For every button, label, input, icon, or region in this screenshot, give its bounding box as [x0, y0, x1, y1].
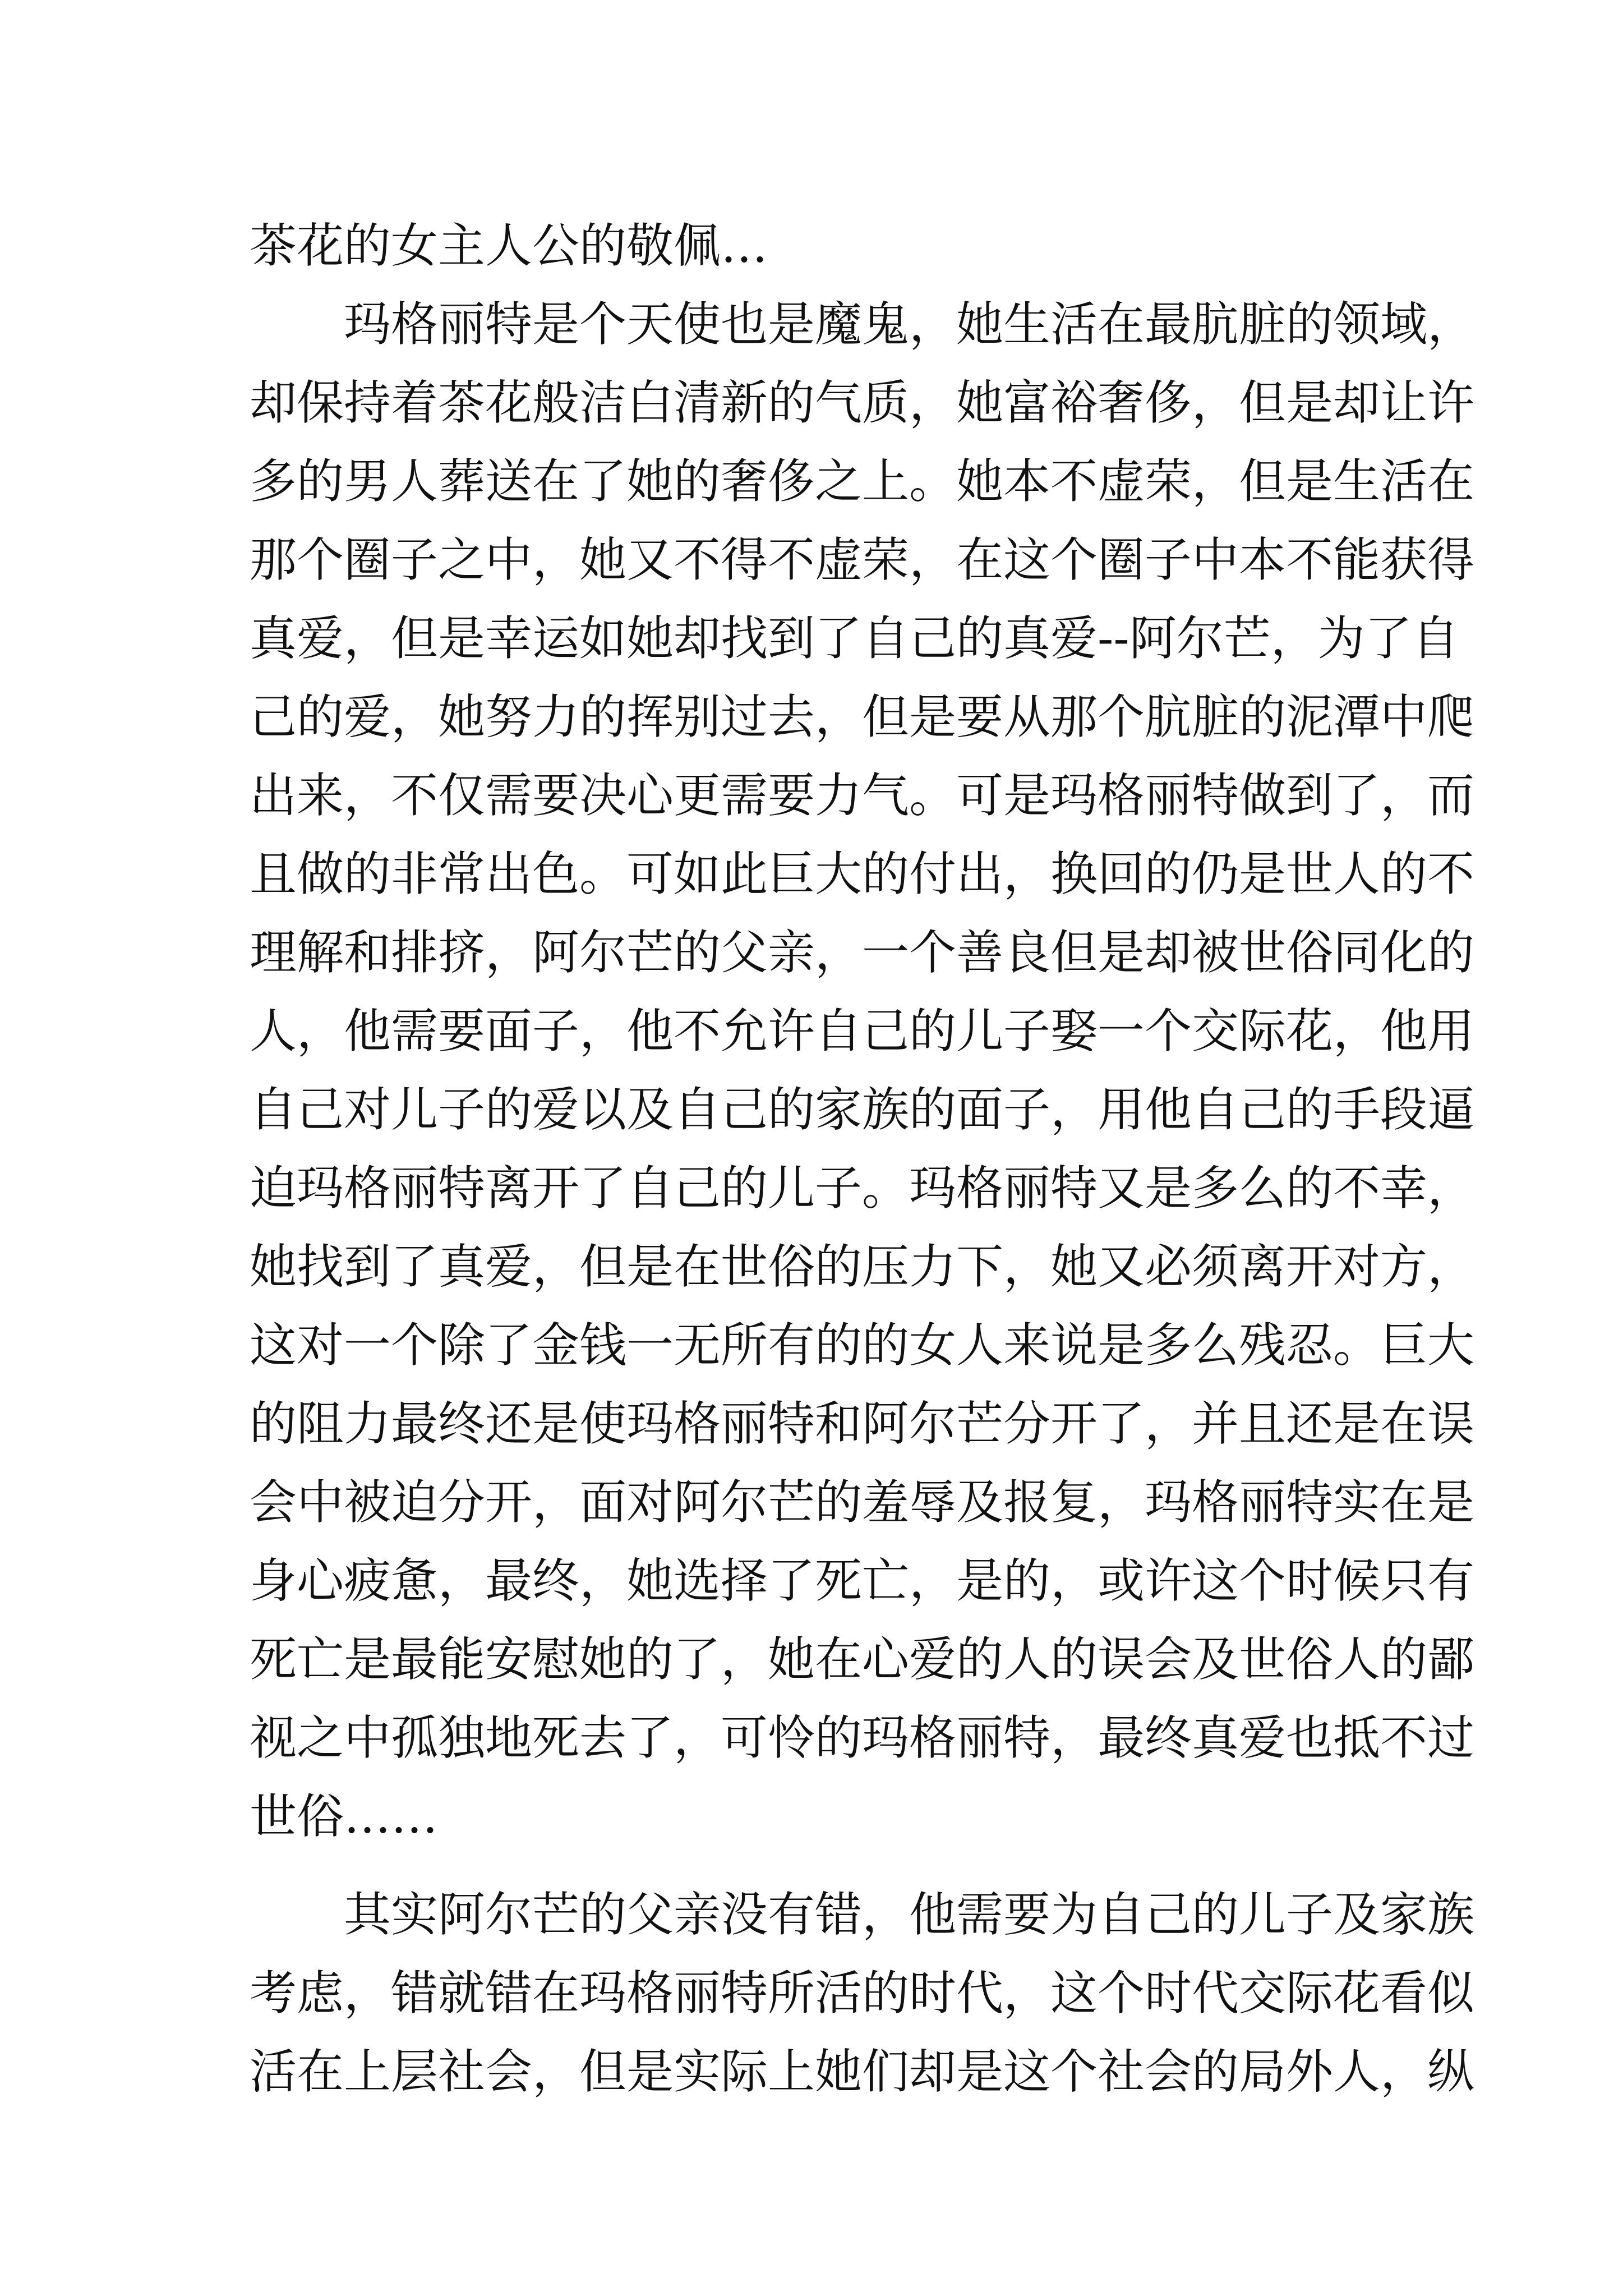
- text-line: 且做的非常出色。可如此巨大的付出，换回的仍是世人的不: [250, 846, 1475, 901]
- text-line: 多的男人葬送在了她的奢侈之上。她本不虚荣，但是生活在: [250, 454, 1475, 509]
- text-line: 出来，不仅需要决心更需要力气。可是玛格丽特做到了，而: [250, 768, 1475, 823]
- text-line: 茶花的女主人公的敬佩…: [250, 218, 768, 273]
- document-page: [250, 206, 1475, 2114]
- text-line: 这对一个除了金钱一无所有的的女人来说是多么残忍。巨大: [250, 1318, 1475, 1373]
- text-line: 人，他需要面子，他不允许自己的儿子娶一个交际花，他用: [250, 1004, 1475, 1059]
- text-line: 她找到了真爱，但是在世俗的压力下，她又必须离开对方，: [250, 1239, 1475, 1294]
- paragraph-start-line: 其实阿尔芒的父亲没有错，他需要为自己的儿子及家族: [344, 1887, 1475, 1942]
- text-line: 迫玛格丽特离开了自己的儿子。玛格丽特又是多么的不幸，: [250, 1161, 1475, 1216]
- text-line: 理解和排挤，阿尔芒的父亲，一个善良但是却被世俗同化的: [250, 925, 1475, 980]
- text-line: 身心疲惫，最终，她选择了死亡，是的，或许这个时候只有: [250, 1553, 1475, 1608]
- text-line: 己的爱，她努力的挥别过去，但是要从那个肮脏的泥潭中爬: [250, 689, 1475, 744]
- text-line: 却保持着茶花般洁白清新的气质，她富裕奢侈，但是却让许: [250, 375, 1475, 430]
- text-line: 那个圈子之中，她又不得不虚荣，在这个圈子中本不能获得: [250, 532, 1475, 587]
- text-line: 会中被迫分开，面对阿尔芒的羞辱及报复，玛格丽特实在是: [250, 1475, 1475, 1530]
- text-line: 自己对儿子的爱以及自己的家族的面子，用他自己的手段逼: [250, 1082, 1475, 1137]
- text-line: 世俗……: [250, 1789, 439, 1844]
- text-line: 的阻力最终还是使玛格丽特和阿尔芒分开了，并且还是在误: [250, 1396, 1475, 1451]
- paragraph-start-line: 玛格丽特是个天使也是魔鬼，她生活在最肮脏的领域，: [344, 297, 1475, 352]
- text-line: 真爱，但是幸运如她却找到了自己的真爱--阿尔芒，为了自: [250, 611, 1459, 666]
- text-line: 活在上层社会，但是实际上她们却是这个社会的局外人，纵: [250, 2044, 1475, 2099]
- text-line: 死亡是最能安慰她的了，她在心爱的人的误会及世俗人的鄙: [250, 1632, 1475, 1687]
- text-line: 考虑，错就错在玛格丽特所活的时代，这个时代交际花看似: [250, 1966, 1475, 2021]
- text-line: 视之中孤独地死去了，可怜的玛格丽特，最终真爱也抵不过: [250, 1710, 1475, 1765]
